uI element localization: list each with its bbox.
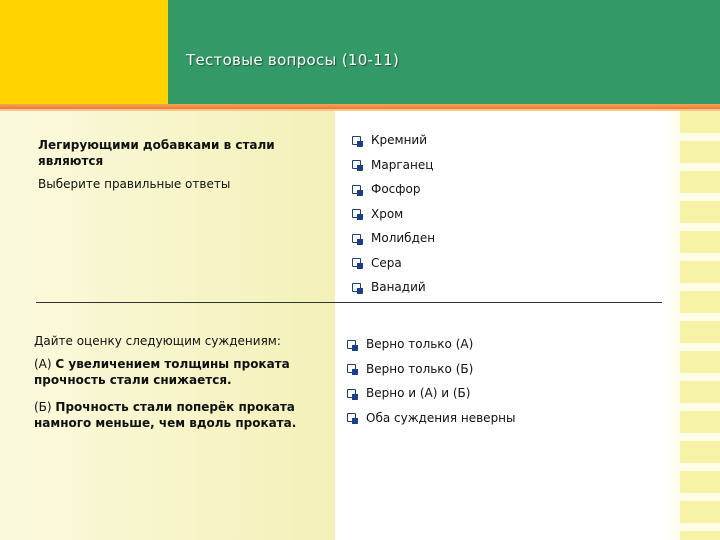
checkbox-icon[interactable] (352, 209, 361, 218)
option-molibden[interactable] (352, 226, 435, 251)
option-label: Марганец (371, 157, 434, 172)
question-1-options (352, 128, 435, 300)
option-label: Верно и (А) и (Б) (366, 386, 471, 401)
option-only-b[interactable] (347, 357, 516, 382)
option-label: Верно только (А) (366, 337, 474, 352)
option-label: Молибден (371, 231, 436, 246)
option-label: Оба суждения неверны (366, 410, 516, 425)
option-vanadiy[interactable] (352, 275, 435, 300)
statement-a-prefix: (А) (34, 357, 56, 371)
option-sera[interactable] (352, 251, 435, 276)
option-neither[interactable] (347, 406, 516, 431)
checkbox-icon[interactable] (352, 136, 361, 145)
checkbox-icon[interactable] (347, 364, 356, 373)
checkbox-icon[interactable] (347, 413, 356, 422)
question-divider (36, 302, 662, 303)
option-label: Хром (371, 206, 404, 221)
statement-b (34, 399, 304, 431)
header-yellow-block (0, 0, 168, 104)
statement-a (34, 356, 304, 388)
option-kremniy[interactable] (352, 128, 435, 153)
option-label: Фосфор (371, 182, 421, 197)
option-only-a[interactable] (347, 332, 516, 357)
question-2-options (347, 332, 516, 430)
checkbox-icon[interactable] (352, 234, 361, 243)
checkbox-icon[interactable] (352, 185, 361, 194)
checkbox-icon[interactable] (352, 283, 361, 292)
statement-b-text: Прочность стали поперёк проката намного меньше, чем вдоль проката. (34, 400, 297, 430)
statement-a-text: С увеличением толщины проката прочность стали снижается. (34, 357, 290, 387)
decorative-stripes (680, 111, 720, 540)
option-label: Ванадий (371, 280, 426, 295)
checkbox-icon[interactable] (352, 160, 361, 169)
option-marganets[interactable] (352, 153, 435, 178)
header-divider-line-light (0, 109, 720, 111)
slide-title: Тестовые вопросы (10-11) (186, 51, 400, 69)
statement-b-prefix: (Б) (34, 400, 56, 414)
option-fosfor[interactable] (352, 177, 435, 202)
checkbox-icon[interactable] (352, 258, 361, 267)
option-khrom[interactable] (352, 202, 435, 227)
option-label: Верно только (Б) (366, 361, 474, 376)
question-1-text: Легирующими добавками в стали являются (38, 138, 275, 168)
option-label: Сера (371, 255, 402, 270)
checkbox-icon[interactable] (347, 340, 356, 349)
question-2-text: Дайте оценку следующим суждениям: (34, 334, 281, 348)
option-label: Кремний (371, 133, 428, 148)
option-both[interactable] (347, 381, 516, 406)
question-1-instruction: Выберите правильные ответы (38, 177, 231, 191)
checkbox-icon[interactable] (347, 389, 356, 398)
